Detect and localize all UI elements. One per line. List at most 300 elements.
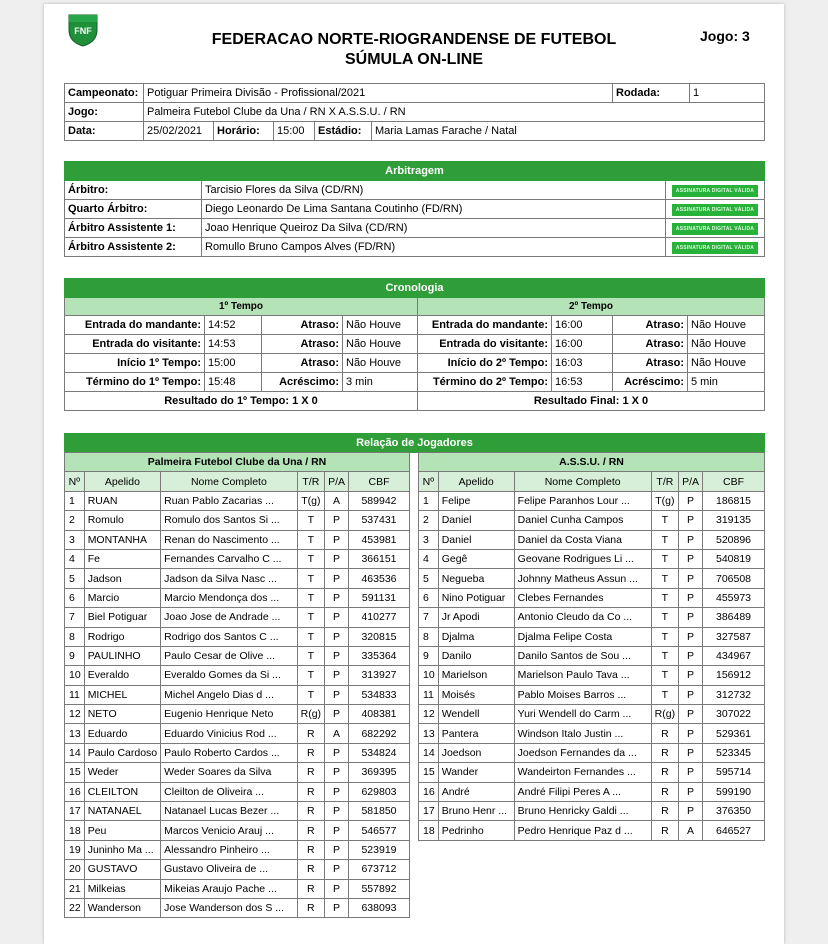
jogo-label: Jogo: (65, 103, 144, 122)
player-row (419, 724, 765, 743)
first-half-atraso-value: 3 min (343, 373, 418, 392)
player-number: 2 (65, 511, 85, 530)
player-full-name: Eugenio Henrique Neto (161, 705, 297, 724)
player-tr: T (651, 569, 678, 588)
match-info-table (64, 83, 765, 141)
player-apelido: Paulo Cardoso (84, 743, 160, 762)
player-pa: P (325, 743, 349, 762)
player-full-name: Alessandro Pinheiro ... (161, 840, 297, 859)
player-row (419, 705, 765, 724)
player-row (419, 763, 765, 782)
player-number: 8 (65, 627, 85, 646)
second-half-label: Entrada do mandante: (418, 316, 552, 335)
referee-name: Diego Leonardo De Lima Santana Coutinho (FD/RN) (202, 200, 666, 219)
player-number: 3 (419, 530, 439, 549)
player-full-name: André Filipi Peres A ... (514, 782, 651, 801)
player-cbf: 455973 (703, 588, 765, 607)
player-cbf: 557892 (349, 879, 410, 898)
rodada-value: 1 (690, 84, 765, 103)
first-half-label: Término do 1º Tempo: (65, 373, 205, 392)
player-tr: R (651, 802, 678, 821)
player-row (65, 569, 410, 588)
player-full-name: Joedson Fernandes da ... (514, 743, 651, 762)
svg-text:FNF: FNF (74, 26, 92, 36)
player-cbf: 595714 (703, 763, 765, 782)
player-tr: T (297, 511, 324, 530)
player-number: 10 (419, 666, 439, 685)
player-tr: T (651, 685, 678, 704)
player-apelido: Marcio (84, 588, 160, 607)
player-full-name: Marcio Mendonça dos ... (161, 588, 297, 607)
player-number: 6 (65, 588, 85, 607)
first-half-atraso-value: Não Houve (343, 335, 418, 354)
home-players-table (64, 452, 410, 918)
digital-signature-badge: ASSINATURA DIGITAL VÁLIDA (672, 204, 758, 216)
player-cbf: 537431 (349, 511, 410, 530)
player-full-name: Paulo Roberto Cardos ... (161, 743, 297, 762)
player-tr: T (297, 685, 324, 704)
first-half-time: 14:53 (205, 335, 262, 354)
player-pa: P (325, 840, 349, 859)
jogadores-title: Relação de Jogadores (64, 433, 765, 453)
player-cbf: 520896 (703, 530, 765, 549)
player-row (419, 491, 765, 510)
player-number: 15 (419, 763, 439, 782)
player-pa: P (679, 685, 703, 704)
player-apelido: CLEILTON (84, 782, 160, 801)
player-cbf: 638093 (349, 898, 410, 917)
player-row (65, 588, 410, 607)
player-apelido: Everaldo (84, 666, 160, 685)
player-pa: A (325, 724, 349, 743)
player-pa: P (679, 608, 703, 627)
player-cbf: 682292 (349, 724, 410, 743)
player-full-name: Renan do Nascimento ... (161, 530, 297, 549)
player-cbf: 463536 (349, 569, 410, 588)
player-full-name: Everaldo Gomes da Si ... (161, 666, 297, 685)
player-apelido: Felipe (438, 491, 514, 510)
player-number: 13 (419, 724, 439, 743)
player-full-name: Rodrigo dos Santos C ... (161, 627, 297, 646)
horario-label: Horário: (214, 122, 274, 141)
player-apelido: Djalma (438, 627, 514, 646)
player-number: 10 (65, 666, 85, 685)
player-number: 5 (65, 569, 85, 588)
player-row (419, 802, 765, 821)
first-half-label: Entrada do mandante: (65, 316, 205, 335)
player-number: 17 (419, 802, 439, 821)
player-pa: P (325, 879, 349, 898)
player-row (419, 821, 765, 840)
player-full-name: Djalma Felipe Costa (514, 627, 651, 646)
player-apelido: Weder (84, 763, 160, 782)
player-cbf: 434967 (703, 646, 765, 665)
player-full-name: Pablo Moises Barros ... (514, 685, 651, 704)
player-row (65, 627, 410, 646)
player-pa: P (325, 530, 349, 549)
player-tr: T (297, 530, 324, 549)
player-tr: T (651, 549, 678, 568)
player-apelido: Pantera (438, 724, 514, 743)
player-row (419, 627, 765, 646)
player-pa: P (325, 860, 349, 879)
player-full-name: Wandeirton Fernandes ... (514, 763, 651, 782)
player-row (419, 646, 765, 665)
player-tr: T (297, 646, 324, 665)
player-pa: P (325, 569, 349, 588)
player-row (65, 821, 410, 840)
final-result: Resultado Final: 1 X 0 (418, 392, 765, 411)
player-pa: P (325, 898, 349, 917)
player-number: 11 (419, 685, 439, 704)
col-number: Nº (419, 472, 439, 491)
player-number: 6 (419, 588, 439, 607)
player-full-name: Felipe Paranhos Lour ... (514, 491, 651, 510)
rodada-label: Rodada: (613, 84, 690, 103)
player-apelido: Biel Potiguar (84, 608, 160, 627)
player-apelido: GUSTAVO (84, 860, 160, 879)
player-number: 16 (65, 782, 85, 801)
player-number: 1 (65, 491, 85, 510)
player-pa: P (679, 569, 703, 588)
player-row (65, 685, 410, 704)
player-full-name: Paulo Cesar de Olive ... (161, 646, 297, 665)
player-apelido: Negueba (438, 569, 514, 588)
player-apelido: Wendell (438, 705, 514, 724)
first-half-atraso-label: Atraso: (262, 335, 343, 354)
second-half-time: 16:00 (552, 316, 613, 335)
player-full-name: Pedro Henrique Paz d ... (514, 821, 651, 840)
second-half-header: 2º Tempo (418, 298, 765, 316)
player-cbf: 540819 (703, 549, 765, 568)
player-cbf: 186815 (703, 491, 765, 510)
referee-role: Árbitro: (65, 181, 202, 200)
first-half-result: Resultado do 1º Tempo: 1 X 0 (65, 392, 418, 411)
player-pa: P (325, 549, 349, 568)
col-apelido: Apelido (438, 472, 514, 491)
player-number: 22 (65, 898, 85, 917)
player-apelido: Bruno Henr ... (438, 802, 514, 821)
estadio-value: Maria Lamas Farache / Natal (372, 122, 765, 141)
away-players-table (418, 452, 765, 841)
player-pa: P (325, 685, 349, 704)
player-cbf: 376350 (703, 802, 765, 821)
player-number: 3 (65, 530, 85, 549)
col-nome: Nome Completo (514, 472, 651, 491)
player-cbf: 320815 (349, 627, 410, 646)
player-apelido: Daniel (438, 511, 514, 530)
player-number: 20 (65, 860, 85, 879)
game-number: Jogo: 3 (700, 28, 750, 44)
data-label: Data: (65, 122, 144, 141)
player-row (419, 666, 765, 685)
second-half-atraso-label: Atraso: (613, 316, 688, 335)
player-cbf: 366151 (349, 549, 410, 568)
first-half-label: Início 1º Tempo: (65, 354, 205, 373)
player-apelido: Danilo (438, 646, 514, 665)
cronologia-table (64, 278, 765, 411)
player-tr: T (651, 666, 678, 685)
player-number: 4 (65, 549, 85, 568)
player-number: 1 (419, 491, 439, 510)
player-tr: T (297, 627, 324, 646)
player-tr: R (297, 879, 324, 898)
player-row (65, 860, 410, 879)
player-full-name: Fernandes Carvalho C ... (161, 549, 297, 568)
cronologia-row (65, 354, 765, 373)
col-cbf: CBF (349, 472, 410, 491)
player-tr: T (651, 646, 678, 665)
player-row (65, 646, 410, 665)
player-tr: T (651, 608, 678, 627)
player-apelido: NATANAEL (84, 802, 160, 821)
second-half-atraso-label: Atraso: (613, 354, 688, 373)
first-half-time: 14:52 (205, 316, 262, 335)
player-tr: R (651, 821, 678, 840)
second-half-atraso-label: Atraso: (613, 335, 688, 354)
player-pa: P (679, 763, 703, 782)
player-apelido: Jr Apodi (438, 608, 514, 627)
player-row (65, 898, 410, 917)
cronologia-row (65, 335, 765, 354)
player-full-name: Ruan Pablo Zacarias ... (161, 491, 297, 510)
col-tr: T/R (651, 472, 678, 491)
player-row (65, 666, 410, 685)
player-apelido: Pedrinho (438, 821, 514, 840)
player-cbf: 523345 (703, 743, 765, 762)
player-cbf: 156912 (703, 666, 765, 685)
player-tr: R (651, 763, 678, 782)
second-half-atraso-value: 5 min (688, 373, 765, 392)
player-pa: P (325, 646, 349, 665)
player-full-name: Clebes Fernandes (514, 588, 651, 607)
player-row (65, 763, 410, 782)
player-apelido: André (438, 782, 514, 801)
player-apelido: Marielson (438, 666, 514, 685)
page-subtitle: SÚMULA ON-LINE (344, 51, 484, 68)
away-team-name: A.S.S.U. / RN (419, 453, 765, 472)
player-full-name: Yuri Wendell do Carm ... (514, 705, 651, 724)
jogadores-section (64, 433, 765, 453)
player-cbf: 327587 (703, 627, 765, 646)
player-pa: P (679, 782, 703, 801)
first-half-atraso-value: Não Houve (343, 354, 418, 373)
player-full-name: Cleilton de Oliveira ... (161, 782, 297, 801)
col-nome: Nome Completo (161, 472, 297, 491)
player-full-name: Marielson Paulo Tava ... (514, 666, 651, 685)
player-number: 2 (419, 511, 439, 530)
page-title: FEDERACAO NORTE-RIOGRANDENSE DE FUTEBOL (211, 31, 617, 48)
player-row (65, 549, 410, 568)
player-row (419, 782, 765, 801)
col-apelido: Apelido (84, 472, 160, 491)
col-pa: P/A (325, 472, 349, 491)
player-tr: T (651, 588, 678, 607)
player-tr: T (297, 569, 324, 588)
player-number: 8 (419, 627, 439, 646)
player-apelido: Nino Potiguar (438, 588, 514, 607)
player-tr: T (297, 608, 324, 627)
player-pa: A (325, 491, 349, 510)
player-cbf: 546577 (349, 821, 410, 840)
player-number: 13 (65, 724, 85, 743)
player-cbf: 629803 (349, 782, 410, 801)
player-full-name: Marcos Venicio Arauj ... (161, 821, 297, 840)
col-cbf: CBF (703, 472, 765, 491)
player-tr: R (297, 743, 324, 762)
cronologia-row (65, 373, 765, 392)
second-half-atraso-value: Não Houve (688, 335, 765, 354)
player-number: 12 (65, 705, 85, 724)
player-apelido: Joedson (438, 743, 514, 762)
player-tr: R (297, 724, 324, 743)
player-row (419, 608, 765, 627)
player-pa: P (325, 705, 349, 724)
player-apelido: Eduardo (84, 724, 160, 743)
estadio-label: Estádio: (315, 122, 372, 141)
arbitragem-title: Arbitragem (65, 162, 765, 181)
first-half-atraso-label: Atraso: (262, 316, 343, 335)
cronologia-row (65, 316, 765, 335)
player-tr: R (651, 743, 678, 762)
second-half-time: 16:00 (552, 335, 613, 354)
cronologia-title: Cronologia (65, 279, 765, 298)
player-tr: R (297, 821, 324, 840)
player-number: 16 (419, 782, 439, 801)
second-half-label: Entrada do visitante: (418, 335, 552, 354)
referee-role: Quarto Árbitro: (65, 200, 202, 219)
player-number: 4 (419, 549, 439, 568)
player-pa: P (325, 782, 349, 801)
player-row (65, 530, 410, 549)
player-full-name: Joao Jose de Andrade ... (161, 608, 297, 627)
col-number: Nº (65, 472, 85, 491)
player-apelido: Jadson (84, 569, 160, 588)
player-tr: R (297, 782, 324, 801)
first-half-header: 1º Tempo (65, 298, 418, 316)
first-half-time: 15:00 (205, 354, 262, 373)
player-row (419, 685, 765, 704)
player-tr: T (297, 549, 324, 568)
col-tr: T/R (297, 472, 324, 491)
player-tr: T (651, 511, 678, 530)
player-cbf: 307022 (703, 705, 765, 724)
player-pa: P (325, 666, 349, 685)
player-row (419, 743, 765, 762)
second-half-atraso-value: Não Houve (688, 354, 765, 373)
player-row (65, 802, 410, 821)
data-value: 25/02/2021 (144, 122, 214, 141)
second-half-time: 16:53 (552, 373, 613, 392)
player-number: 7 (65, 608, 85, 627)
player-tr: R(g) (651, 705, 678, 724)
player-row (65, 705, 410, 724)
player-number: 9 (419, 646, 439, 665)
player-cbf: 529361 (703, 724, 765, 743)
player-cbf: 453981 (349, 530, 410, 549)
player-number: 5 (419, 569, 439, 588)
player-row (419, 511, 765, 530)
player-row (65, 511, 410, 530)
player-tr: T (297, 666, 324, 685)
player-tr: T(g) (651, 491, 678, 510)
player-apelido: RUAN (84, 491, 160, 510)
second-half-time: 16:03 (552, 354, 613, 373)
player-row (419, 588, 765, 607)
player-cbf: 369395 (349, 763, 410, 782)
player-pa: P (679, 646, 703, 665)
player-pa: P (679, 666, 703, 685)
player-row (65, 724, 410, 743)
player-pa: P (679, 530, 703, 549)
col-pa: P/A (679, 472, 703, 491)
player-number: 18 (419, 821, 439, 840)
player-number: 19 (65, 840, 85, 859)
player-row (65, 491, 410, 510)
player-full-name: Eduardo Vinicius Rod ... (161, 724, 297, 743)
player-cbf: 408381 (349, 705, 410, 724)
player-full-name: Natanael Lucas Bezer ... (161, 802, 297, 821)
player-cbf: 591131 (349, 588, 410, 607)
player-tr: R(g) (297, 705, 324, 724)
player-cbf: 523919 (349, 840, 410, 859)
player-row (419, 549, 765, 568)
player-cbf: 312732 (703, 685, 765, 704)
player-pa: P (679, 588, 703, 607)
player-number: 21 (65, 879, 85, 898)
player-apelido: Gegê (438, 549, 514, 568)
player-apelido: MICHEL (84, 685, 160, 704)
player-pa: P (325, 608, 349, 627)
player-cbf: 319135 (703, 511, 765, 530)
arbitragem-table (64, 161, 765, 257)
player-apelido: Rodrigo (84, 627, 160, 646)
digital-signature-badge: ASSINATURA DIGITAL VÁLIDA (672, 185, 758, 197)
player-apelido: Milkeias (84, 879, 160, 898)
referee-role: Árbitro Assistente 1: (65, 219, 202, 238)
player-apelido: Juninho Ma ... (84, 840, 160, 859)
second-half-label: Início do 2º Tempo: (418, 354, 552, 373)
referee-name: Tarcisio Flores da Silva (CD/RN) (202, 181, 666, 200)
campeonato-value: Potiguar Primeira Divisão - Profissional/2021 (144, 84, 613, 103)
player-full-name: Windson Italo Justin ... (514, 724, 651, 743)
player-apelido: Fe (84, 549, 160, 568)
player-cbf: 706508 (703, 569, 765, 588)
player-pa: P (679, 705, 703, 724)
player-pa: P (679, 511, 703, 530)
player-full-name: Daniel da Costa Viana (514, 530, 651, 549)
player-tr: R (297, 802, 324, 821)
player-apelido: PAULINHO (84, 646, 160, 665)
player-pa: P (679, 743, 703, 762)
referee-name: Romullo Bruno Campos Alves (FD/RN) (202, 238, 666, 257)
player-number: 14 (419, 743, 439, 762)
player-pa: P (325, 763, 349, 782)
player-tr: T(g) (297, 491, 324, 510)
player-row (419, 569, 765, 588)
player-apelido: MONTANHA (84, 530, 160, 549)
player-apelido: Wanderson (84, 898, 160, 917)
player-cbf: 410277 (349, 608, 410, 627)
player-full-name: Mikeias Araujo Pache ... (161, 879, 297, 898)
player-full-name: Bruno Henricky Galdi ... (514, 802, 651, 821)
player-pa: P (679, 627, 703, 646)
player-tr: T (651, 530, 678, 549)
player-number: 18 (65, 821, 85, 840)
player-tr: R (297, 860, 324, 879)
campeonato-label: Campeonato: (65, 84, 144, 103)
player-tr: R (297, 898, 324, 917)
